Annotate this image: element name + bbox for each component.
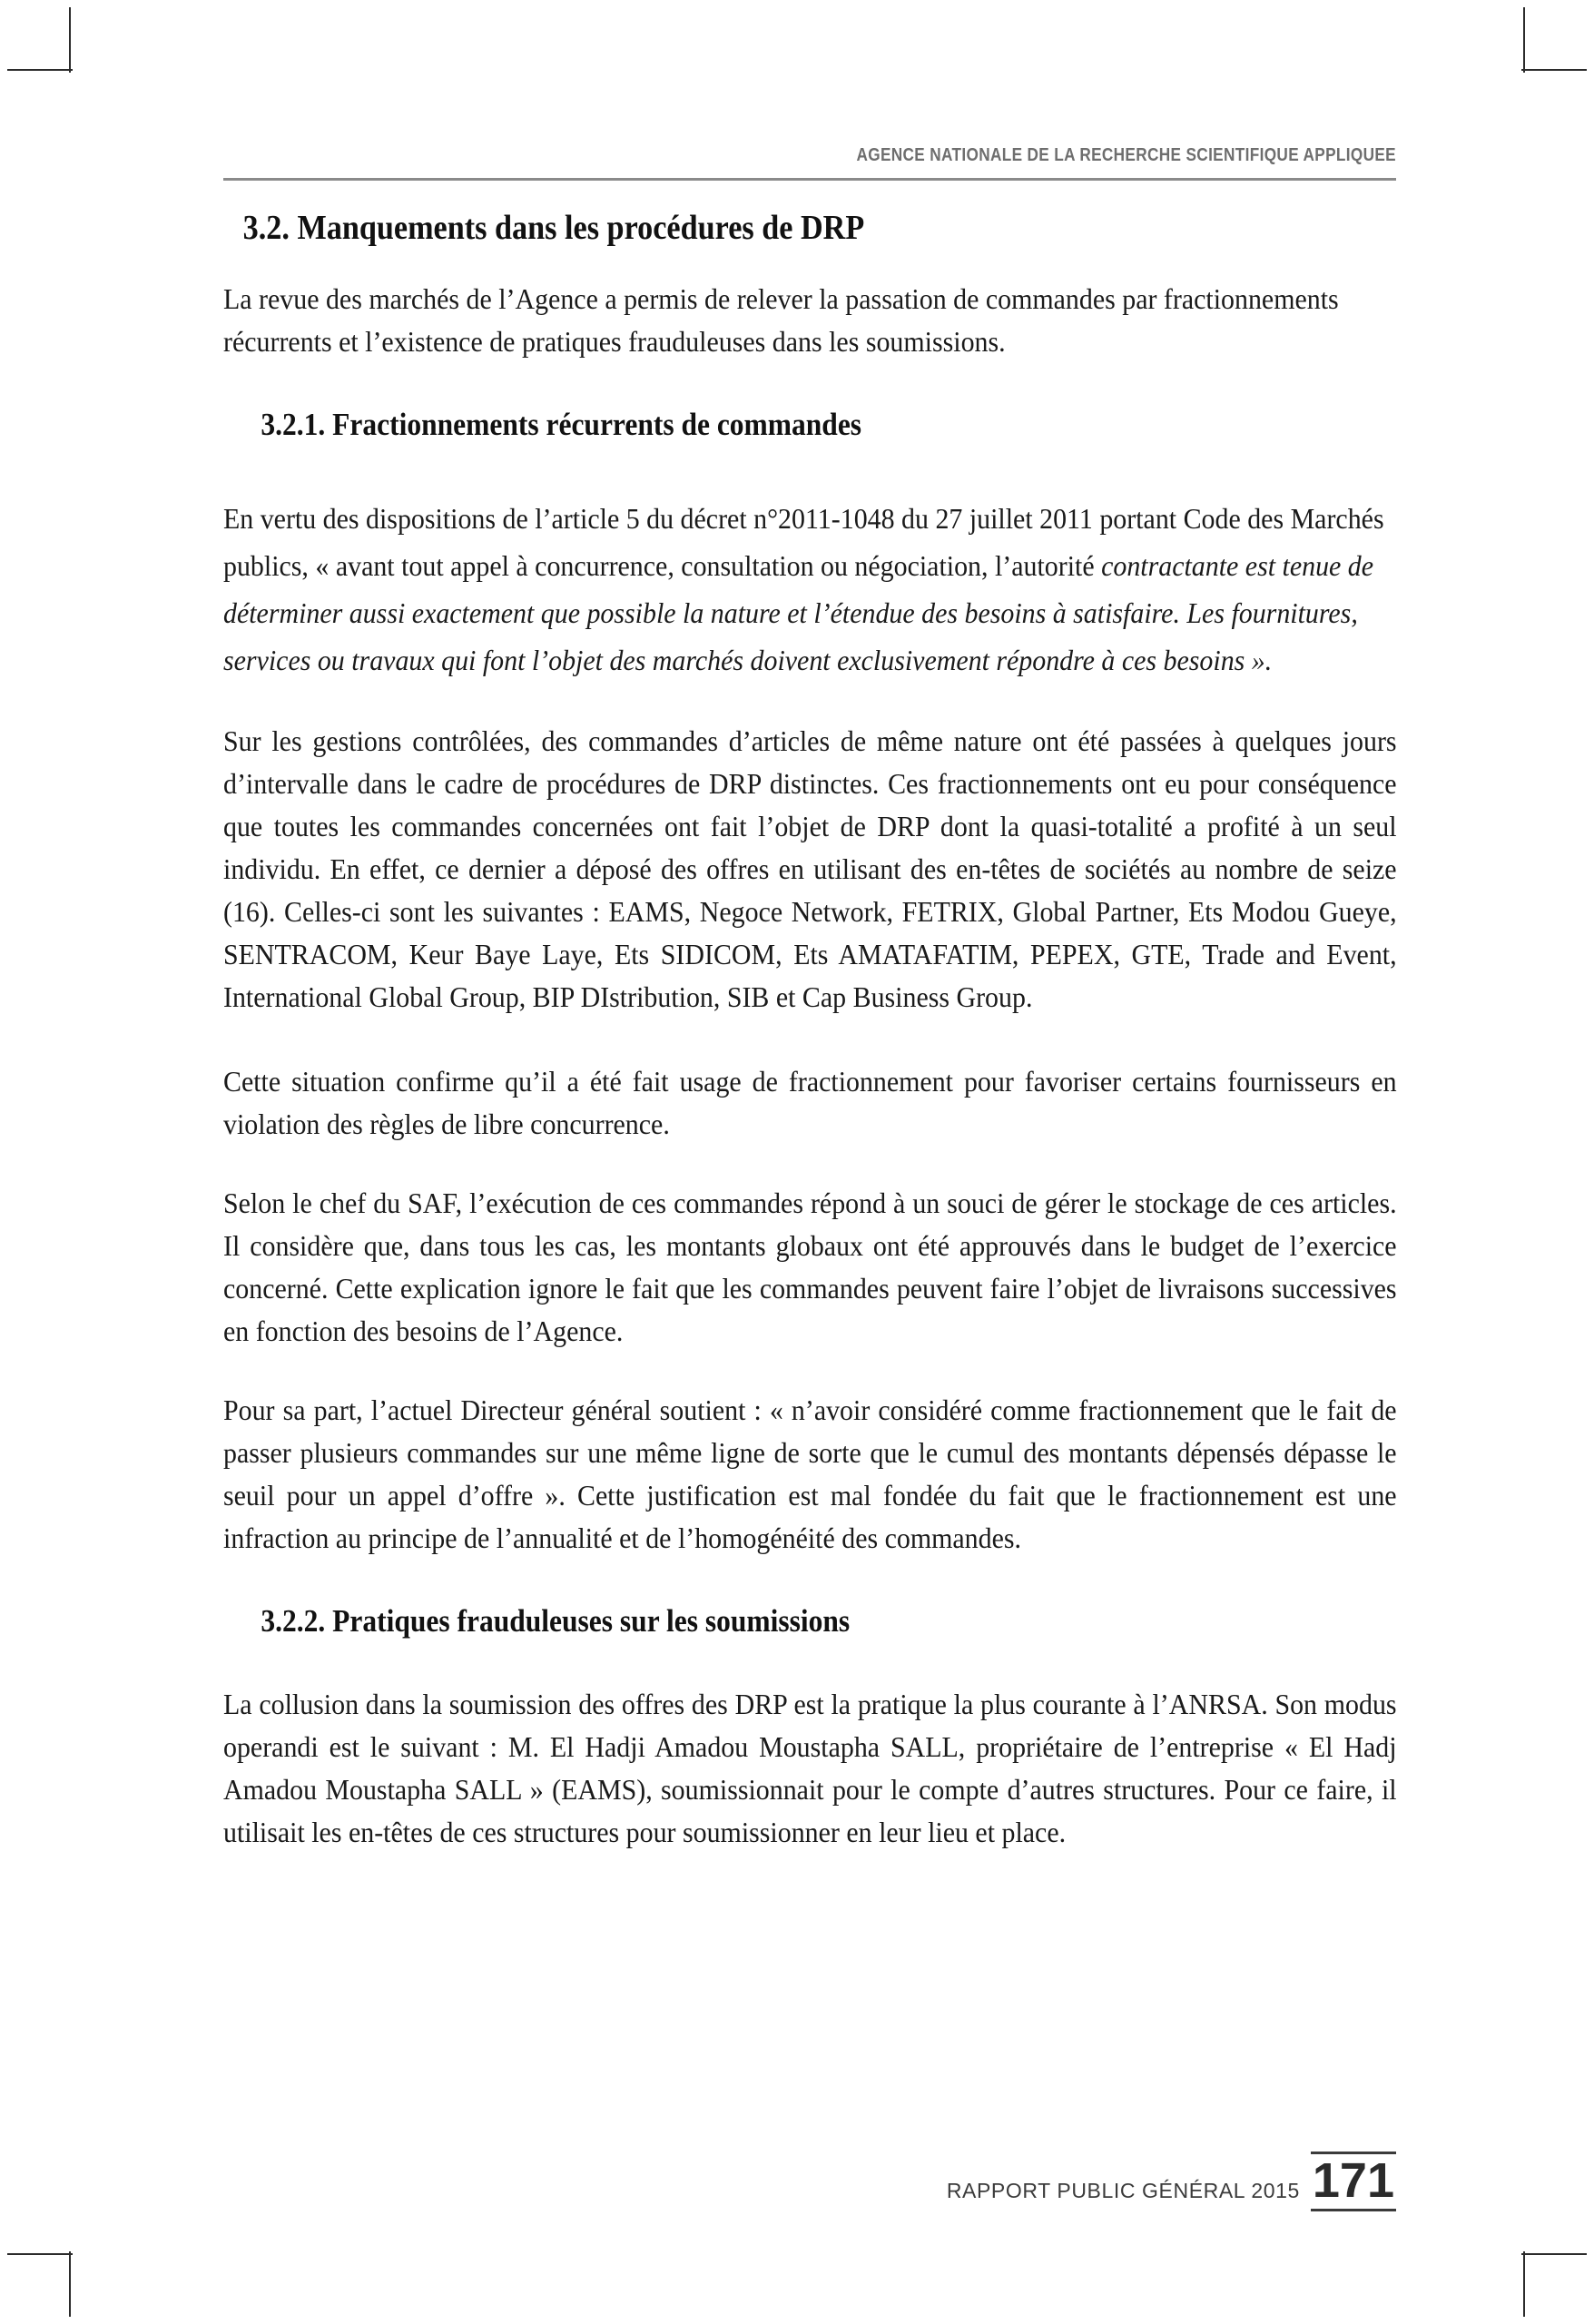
heading-subsection-3-2-2: 3.2.2. Pratiques frauduleuses sur les soumissions — [261, 1603, 851, 1640]
crop-mark-top-left-horizontal — [7, 69, 73, 71]
paragraph-dg-response: Pour sa part, l’actuel Directeur général soutient : « n’avoir considéré comme fractionnement que le fait de passer plusieurs commandes sur une même ligne de sorte que le cumul des montants dépensés dépasse le seuil pour un appel d’offre ». Cette justification est mal fondée du fait que le fractionnement est une infraction au principe de l’annualité et de l’homogénéité des commandes. — [223, 1393, 1397, 1555]
running-head: AGENCE NATIONALE DE LA RECHERCHE SCIENTIFIQUE APPLIQUEE — [856, 145, 1396, 165]
footer-report-label: RAPPORT PUBLIC GÉNÉRAL 2015 — [946, 2179, 1300, 2202]
page-content — [223, 207, 1396, 1854]
crop-mark-top-right-horizontal — [1521, 69, 1587, 71]
heading-subsection-3-2-1: 3.2.1. Fractionnements récurrents de commandes — [261, 406, 862, 442]
header-rule — [223, 178, 1396, 181]
crop-mark-top-left-vertical — [69, 7, 71, 73]
paragraph-collusion: La collusion dans la soumission des offres des DRP est la pratique la plus courante à l’ANRSA. Son modus operandi est le suivant : M. El Hadji Amadou Moustapha SALL, propriétaire de l’entreprise « El Hadj Amadou Moustapha SALL » (EAMS), soumissionnait pour le compte d’autres structures. Pour ce faire, il utilisait les en-têtes de ces structures pour soumissionner en leur lieu et place. — [223, 1688, 1397, 1848]
paragraph-intro: La revue des marchés de l’Agence a permis de relever la passation de commandes par fractionnements récurrents et l’existence de pratiques frauduleuses dans les soumissions. — [223, 281, 1339, 358]
paragraph-decree-quote — [223, 495, 1397, 684]
crop-mark-top-right-vertical — [1523, 7, 1525, 73]
crop-mark-bottom-left-horizontal — [7, 2253, 73, 2255]
decree-quote-italic: contractante est tenue de déterminer aussi exactement que possible la nature et l’étendue des besoins à satisfaire. Les fournitures, services ou travaux qui font l’objet des marchés doivent exclusivement répondre à ces besoins ». — [223, 549, 1374, 677]
crop-mark-bottom-left-vertical — [69, 2251, 71, 2317]
folio-rule — [1311, 2152, 1396, 2211]
page-footer — [223, 2152, 1396, 2211]
paragraph-confirmation: Cette situation confirme qu’il a été fait usage de fractionnement pour favoriser certains fournisseurs en violation des règles de libre concurrence. — [223, 1065, 1397, 1141]
paragraph-fractionnements: Sur les gestions contrôlées, des commandes d’articles de même nature ont été passées à quelques jours d’intervalle dans le cadre de procédures de DRP distinctes. Ces fractionnements ont eu pour conséquence que toutes les commandes concernées ont fait l’objet de DRP dont la quasi-totalité a profité à un seul individu. En effet, ce dernier a déposé des offres en utilisant des en-têtes de sociétés au nombre de seize (16). Celles-ci sont les suivantes : EAMS, Negoce Network, FETRIX, Global Partner, Ets Modou Gueye, SENTRACOM, Keur Baye Laye, Ets SIDICOM, Ets AMATAFATIM, PEPEX, GTE, Trade and Event, International Global Group, BIP DIstribution, SIB et Cap Business Group. — [223, 724, 1397, 1014]
crop-mark-bottom-right-horizontal — [1521, 2253, 1587, 2255]
decree-quote-roman: En vertu des dispositions de l’article 5 du décret n°2011-1048 du 27 juillet 2011 portant Code des Marchés publics, « avant tout appel à concurrence, consultation ou négociation, l’autorité — [223, 502, 1384, 583]
paragraph-saf-response: Selon le chef du SAF, l’exécution de ces commandes répond à un souci de gérer le stockage de ces articles. Il considère que, dans tous les cas, les montants globaux ont été approuvés dans le budget de l’exercice concerné. Cette explication ignore le fait que les commandes peuvent faire l’objet de livraisons successives en fonction des besoins de l’Agence. — [223, 1187, 1397, 1348]
document-page — [223, 0, 1414, 2324]
heading-section-3-2: 3.2. Manquements dans les procédures de DRP — [242, 209, 865, 247]
crop-mark-bottom-right-vertical — [1523, 2251, 1525, 2317]
page-number: 171 — [1312, 2153, 1394, 2208]
